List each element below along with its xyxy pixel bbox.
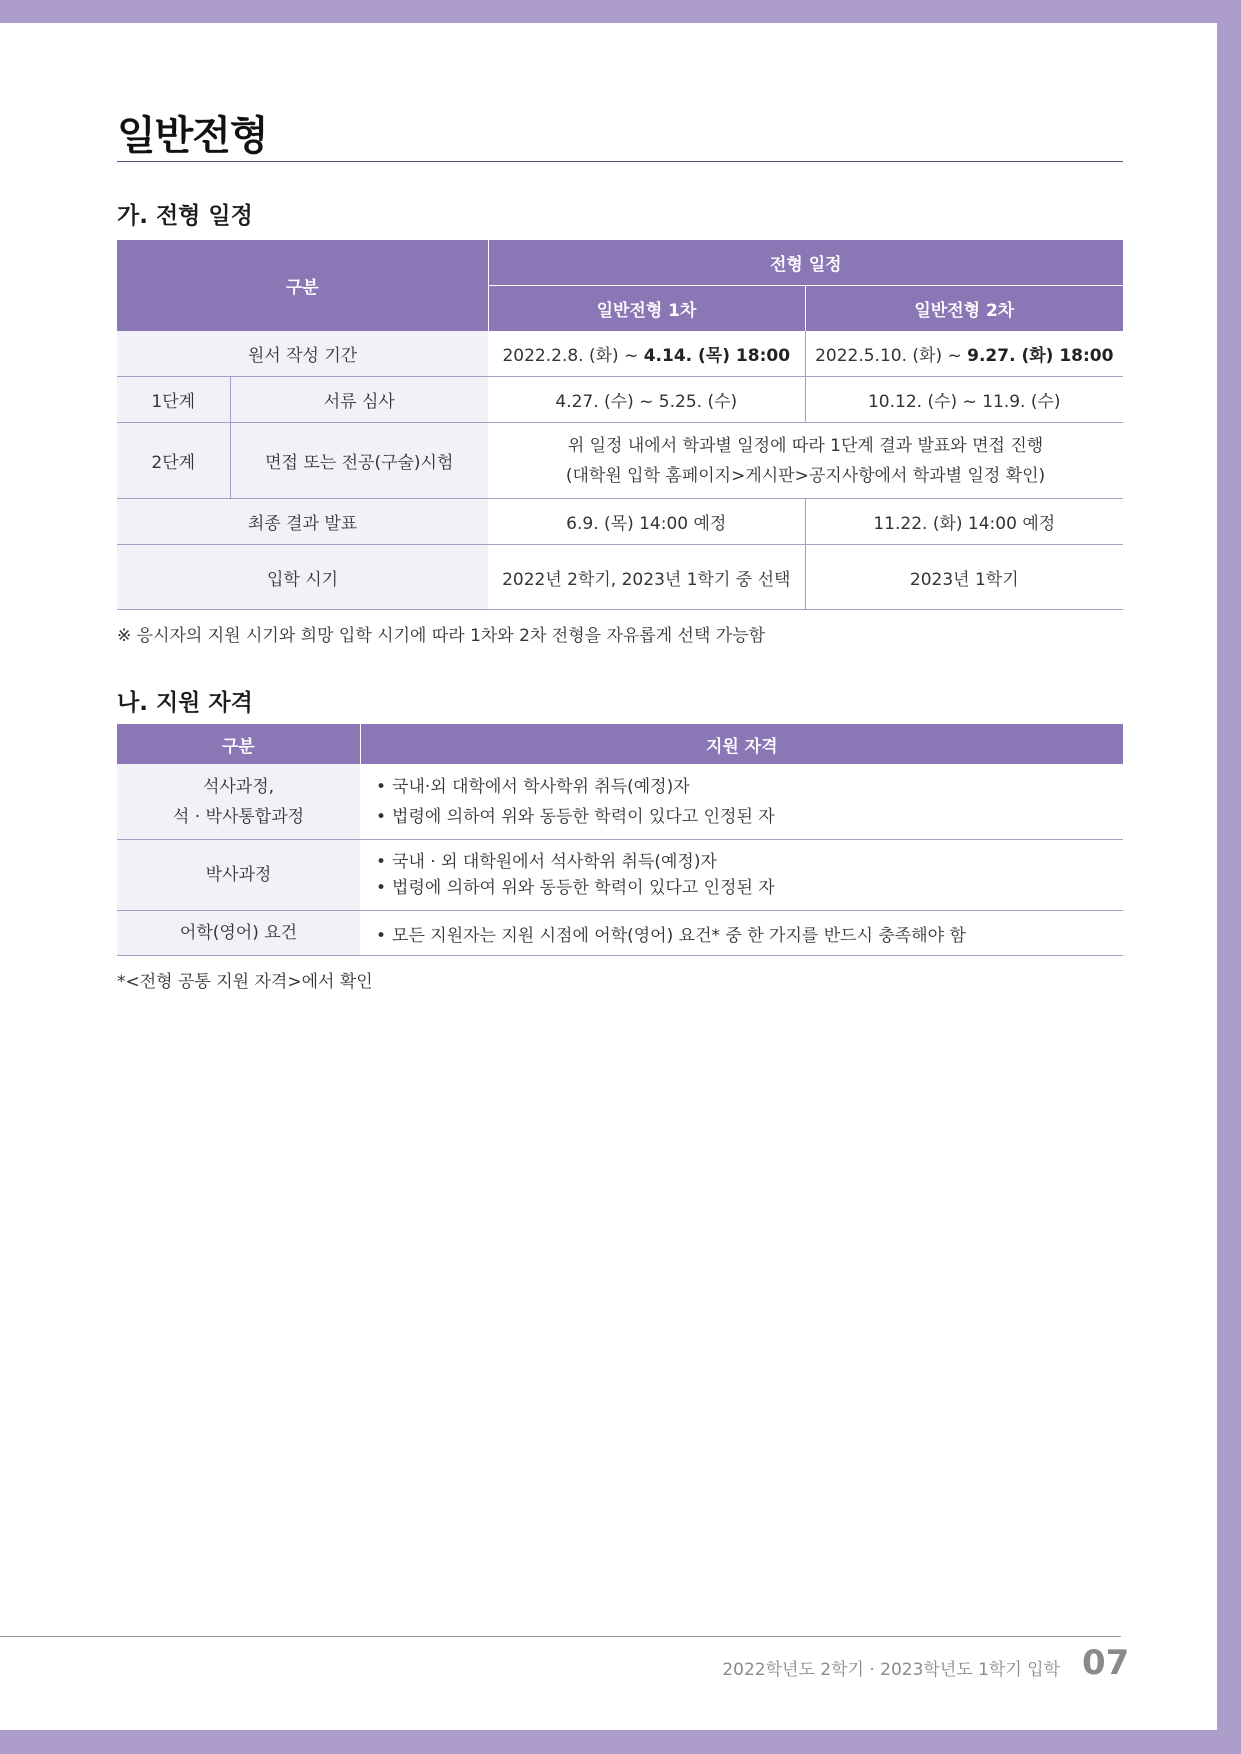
header-category: 구분 xyxy=(117,724,360,764)
title-divider xyxy=(117,161,1123,162)
row-label-doctor: 박사과정 xyxy=(117,840,360,911)
stage2-schedule xyxy=(488,423,1123,499)
schedule-note: ※ 응시자의 지원 시기와 희망 입학 시기에 따라 1차와 2차 전형을 자유롭게 선택 가능함 xyxy=(117,626,766,646)
table-row xyxy=(117,545,1123,610)
list-item: 모든 지원자는 지원 시점에 어학(영어) 요건* 중 한 가지를 반드시 충족해야 함 xyxy=(392,925,966,946)
header-qualification: 지원 자격 xyxy=(360,724,1123,764)
application-round2-deadline: 9.27. (화) 18:00 xyxy=(967,346,1114,366)
row-label-application: 원서 작성 기간 xyxy=(117,331,488,377)
stage-label-2: 2단계 xyxy=(117,423,230,499)
table-row xyxy=(117,423,1123,499)
list-item: 법령에 의하여 위와 동등한 학력이 있다고 인정된 자 xyxy=(392,806,775,827)
stage2-line2: (대학원 입학 홈페이지>게시판>공지사항에서 학과별 일정 확인) xyxy=(565,465,1046,486)
table-row xyxy=(117,331,1123,377)
schedule-table xyxy=(117,240,1123,610)
final-round1: 6.9. (목) 14:00 예정 xyxy=(488,499,805,545)
bullet-icon: • xyxy=(376,878,387,898)
master-label-line1: 석사과정, xyxy=(202,776,275,797)
list-item: 국내 · 외 대학원에서 석사학위 취득(예정)자 xyxy=(392,852,717,872)
section-title-schedule: 가. 전형 일정 xyxy=(117,203,253,229)
admission-round2: 2023년 1학기 xyxy=(805,545,1123,610)
qualification-note: *<전형 공통 지원 자격>에서 확인 xyxy=(117,972,373,992)
bottom-accent-bar xyxy=(0,1730,1241,1754)
page-title: 일반전형 xyxy=(117,113,268,159)
application-round1 xyxy=(488,331,805,377)
footer-text: 2022학년도 2학기 · 2023학년도 1학기 입학 xyxy=(722,1660,1060,1680)
header-schedule: 전형 일정 xyxy=(488,240,1123,286)
stage-label-1: 1단계 xyxy=(117,377,230,423)
page-number: 07 xyxy=(1082,1643,1130,1683)
row-label-document-review: 서류 심사 xyxy=(230,377,488,423)
doctor-qualifications xyxy=(360,840,1123,911)
list-item: 법령에 의하여 위와 동등한 학력이 있다고 인정된 자 xyxy=(392,878,775,898)
bullet-icon: • xyxy=(376,852,387,872)
master-label-line2: 석 · 박사통합과정 xyxy=(172,806,305,827)
row-label-admission: 입학 시기 xyxy=(117,545,488,610)
master-qualifications xyxy=(360,764,1123,840)
language-qualifications xyxy=(360,911,1123,956)
table-row xyxy=(117,499,1123,545)
application-round1-start: 2022.2.8. (화) ~ xyxy=(502,346,644,366)
table-row xyxy=(117,911,1123,956)
header-round1: 일반전형 1차 xyxy=(488,286,805,332)
bullet-icon: • xyxy=(376,925,387,946)
right-accent-bar xyxy=(1217,0,1241,1754)
row-label-interview: 면접 또는 전공(구술)시험 xyxy=(230,423,488,499)
application-round2-start: 2022.5.10. (화) ~ xyxy=(815,346,968,366)
row-label-final-result: 최종 결과 발표 xyxy=(117,499,488,545)
top-accent-bar xyxy=(0,0,1241,23)
admission-round1: 2022년 2학기, 2023년 1학기 중 선택 xyxy=(488,545,805,610)
list-item: 국내·외 대학에서 학사학위 취득(예정)자 xyxy=(392,776,690,797)
final-round2: 11.22. (화) 14:00 예정 xyxy=(805,499,1123,545)
stage1-round1: 4.27. (수) ~ 5.25. (수) xyxy=(488,377,805,423)
stage2-line1: 위 일정 내에서 학과별 일정에 따라 1단계 결과 발표와 면접 진행 xyxy=(567,435,1044,456)
section-title-qualification: 나. 지원 자격 xyxy=(117,690,253,716)
footer-divider xyxy=(0,1636,1121,1637)
table-row xyxy=(117,377,1123,423)
header-category: 구분 xyxy=(117,240,488,331)
row-label-language: 어학(영어) 요건 xyxy=(117,911,360,956)
table-row xyxy=(117,764,1123,840)
bullet-icon: • xyxy=(376,776,387,797)
row-label-master xyxy=(117,764,360,840)
bullet-icon: • xyxy=(376,806,387,827)
application-round2 xyxy=(805,331,1123,377)
stage1-round2: 10.12. (수) ~ 11.9. (수) xyxy=(805,377,1123,423)
application-round1-deadline: 4.14. (목) 18:00 xyxy=(643,346,791,366)
header-round2: 일반전형 2차 xyxy=(805,286,1123,332)
table-row xyxy=(117,840,1123,911)
qualification-table xyxy=(117,724,1123,956)
